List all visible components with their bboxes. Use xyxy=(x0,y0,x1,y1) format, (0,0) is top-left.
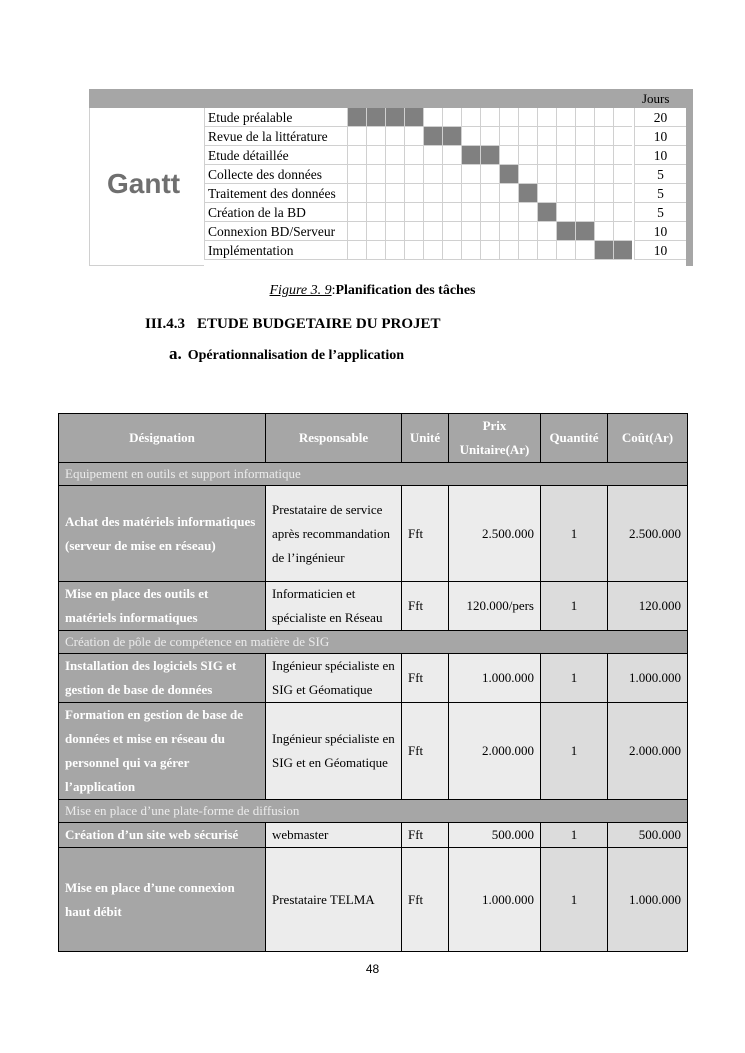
gantt-grid-cell xyxy=(613,108,632,127)
gantt-grid-cell xyxy=(556,241,575,260)
gantt-task-days: 10 xyxy=(634,241,686,260)
gantt-timeline xyxy=(347,203,634,222)
gantt-grid-cell xyxy=(366,184,385,203)
table-row xyxy=(59,823,688,848)
header-designation: Désignation xyxy=(59,414,266,463)
gantt-grid-cell xyxy=(461,222,480,241)
gantt-row xyxy=(204,127,686,146)
gantt-row xyxy=(204,146,686,165)
gantt-grid-cell xyxy=(518,241,537,260)
table-row xyxy=(59,703,688,800)
gantt-grid-cell xyxy=(461,127,480,146)
cell-designation: Achat des matériels informatiques (serveur de mise en réseau) xyxy=(59,486,266,582)
cell-prix: 120.000/pers xyxy=(449,582,541,631)
gantt-task-name: Création de la BD xyxy=(204,203,347,222)
gantt-grid-cell xyxy=(461,165,480,184)
gantt-grid-cell xyxy=(613,203,632,222)
gantt-grid-cell xyxy=(423,241,442,260)
gantt-grid-cell xyxy=(613,222,632,241)
cell-cout: 2.500.000 xyxy=(608,486,688,582)
gantt-timeline xyxy=(347,146,634,165)
gantt-bar-cell xyxy=(518,184,537,203)
cell-unite: Fft xyxy=(402,582,449,631)
gantt-grid-cell xyxy=(594,165,613,184)
gantt-grid-cell xyxy=(442,203,461,222)
gantt-grid-cell xyxy=(518,146,537,165)
table-section-row xyxy=(59,463,688,486)
budget-table xyxy=(58,413,688,952)
cell-quantite: 1 xyxy=(541,823,608,848)
gantt-task-days: 10 xyxy=(634,127,686,146)
gantt-grid-cell xyxy=(442,146,461,165)
gantt-grid-cell xyxy=(404,165,423,184)
gantt-grid-cell xyxy=(575,165,594,184)
gantt-grid-cell xyxy=(575,108,594,127)
gantt-grid-cell xyxy=(594,184,613,203)
gantt-grid-cell xyxy=(385,165,404,184)
gantt-header-bar xyxy=(89,89,693,108)
gantt-grid-cell xyxy=(480,108,499,127)
cell-responsable: Prestataire TELMA xyxy=(266,848,402,952)
gantt-task-days: 5 xyxy=(634,203,686,222)
gantt-bar-cell xyxy=(480,146,499,165)
gantt-grid-cell xyxy=(347,241,366,260)
header-prix xyxy=(449,414,541,463)
gantt-grid-cell xyxy=(537,241,556,260)
gantt-task-name: Etude détaillée xyxy=(204,146,347,165)
header-prix-line2: Unitaire(Ar) xyxy=(459,442,530,457)
gantt-grid-cell xyxy=(518,127,537,146)
cell-responsable: Prestataire de service après recommandation de l’ingénieur xyxy=(266,486,402,582)
gantt-grid-cell xyxy=(480,127,499,146)
table-row xyxy=(59,486,688,582)
page-number: 48 xyxy=(365,962,380,976)
subsection-heading xyxy=(169,344,404,364)
gantt-grid-cell xyxy=(499,241,518,260)
subsection-letter: a. xyxy=(169,344,182,363)
gantt-bar-cell xyxy=(613,241,632,260)
gantt-grid-cell xyxy=(347,184,366,203)
gantt-grid-cell xyxy=(423,146,442,165)
gantt-grid-cell xyxy=(442,165,461,184)
gantt-grid-cell xyxy=(366,127,385,146)
gantt-grid-cell xyxy=(461,184,480,203)
header-cout: Coût(Ar) xyxy=(608,414,688,463)
gantt-grid-cell xyxy=(594,146,613,165)
cell-prix: 2.000.000 xyxy=(449,703,541,800)
cell-prix: 1.000.000 xyxy=(449,848,541,952)
cell-unite: Fft xyxy=(402,654,449,703)
section-title-cell: Mise en place d’une plate-forme de diffusion xyxy=(59,800,688,823)
gantt-task-name: Revue de la littérature xyxy=(204,127,347,146)
gantt-bar-cell xyxy=(594,241,613,260)
gantt-grid-cell xyxy=(442,222,461,241)
gantt-grid-cell xyxy=(347,146,366,165)
gantt-grid-cell xyxy=(537,146,556,165)
gantt-chart xyxy=(89,89,693,266)
gantt-grid-cell xyxy=(537,127,556,146)
gantt-grid-cell xyxy=(442,241,461,260)
gantt-row xyxy=(204,241,686,260)
gantt-right-bar xyxy=(686,108,693,266)
header-prix-line1: Prix xyxy=(482,418,507,433)
gantt-grid-cell xyxy=(480,222,499,241)
gantt-grid-cell xyxy=(404,222,423,241)
gantt-bar-cell xyxy=(366,108,385,127)
cell-responsable: Ingénieur spécialiste en SIG et en Géomatique xyxy=(266,703,402,800)
gantt-grid-cell xyxy=(575,203,594,222)
section-number: III.4.3 xyxy=(145,316,186,332)
subsection-title: Opérationnalisation de l’application xyxy=(187,348,404,363)
gantt-bar-cell xyxy=(423,127,442,146)
gantt-task-days: 10 xyxy=(634,222,686,241)
gantt-task-name: Collecte des données xyxy=(204,165,347,184)
gantt-grid-cell xyxy=(423,165,442,184)
cell-designation: Création d’un site web sécurisé xyxy=(59,823,266,848)
header-unite: Unité xyxy=(402,414,449,463)
cell-quantite: 1 xyxy=(541,654,608,703)
figure-label: Figure 3. 9 xyxy=(269,283,332,298)
gantt-row xyxy=(204,222,686,241)
gantt-task-days: 10 xyxy=(634,146,686,165)
gantt-task-name: Connexion BD/Serveur xyxy=(204,222,347,241)
gantt-grid-cell xyxy=(423,203,442,222)
cell-cout: 2.000.000 xyxy=(608,703,688,800)
section-title: ETUDE BUDGETAIRE DU PROJET xyxy=(197,316,441,332)
gantt-grid-cell xyxy=(556,146,575,165)
gantt-grid-cell xyxy=(613,146,632,165)
gantt-row xyxy=(204,165,686,184)
gantt-grid-cell xyxy=(385,146,404,165)
gantt-grid-cell xyxy=(594,203,613,222)
gantt-grid-cell xyxy=(518,222,537,241)
cell-cout: 500.000 xyxy=(608,823,688,848)
table-row xyxy=(59,654,688,703)
gantt-grid-cell xyxy=(518,203,537,222)
gantt-grid-cell xyxy=(499,203,518,222)
gantt-grid-cell xyxy=(404,203,423,222)
cell-prix: 1.000.000 xyxy=(449,654,541,703)
gantt-grid-cell xyxy=(613,127,632,146)
table-section-row xyxy=(59,800,688,823)
gantt-row xyxy=(204,108,686,127)
gantt-bar-cell xyxy=(499,165,518,184)
cell-unite: Fft xyxy=(402,848,449,952)
gantt-logo: Gantt xyxy=(107,168,181,199)
gantt-grid-cell xyxy=(366,146,385,165)
gantt-grid-cell xyxy=(537,184,556,203)
gantt-grid-cell xyxy=(499,222,518,241)
gantt-grid-cell xyxy=(366,222,385,241)
gantt-grid-cell xyxy=(556,108,575,127)
gantt-bar-cell xyxy=(537,203,556,222)
gantt-bar-cell xyxy=(442,127,461,146)
gantt-timeline xyxy=(347,127,634,146)
gantt-grid-cell xyxy=(385,222,404,241)
figure-sep: : xyxy=(331,283,336,298)
gantt-grid-cell xyxy=(499,127,518,146)
gantt-grid-cell xyxy=(575,184,594,203)
gantt-task-days: 20 xyxy=(634,108,686,127)
gantt-grid-cell xyxy=(613,165,632,184)
cell-responsable: Informaticien et spécialiste en Réseau xyxy=(266,582,402,631)
gantt-bar-cell xyxy=(404,108,423,127)
gantt-grid-cell xyxy=(461,108,480,127)
cell-quantite: 1 xyxy=(541,582,608,631)
gantt-grid-cell xyxy=(404,146,423,165)
gantt-bar-cell xyxy=(556,222,575,241)
gantt-grid-cell xyxy=(366,165,385,184)
cell-responsable: Ingénieur spécialiste en SIG et Géomatique xyxy=(266,654,402,703)
gantt-grid-cell xyxy=(499,184,518,203)
cell-designation: Mise en place des outils et matériels informatiques xyxy=(59,582,266,631)
gantt-grid-cell xyxy=(404,241,423,260)
gantt-grid-cell xyxy=(480,184,499,203)
gantt-grid-cell xyxy=(499,146,518,165)
gantt-grid-cell xyxy=(404,184,423,203)
gantt-grid-cell xyxy=(556,184,575,203)
gantt-grid-cell xyxy=(423,108,442,127)
cell-unite: Fft xyxy=(402,486,449,582)
gantt-bar-cell xyxy=(575,222,594,241)
gantt-grid-cell xyxy=(594,222,613,241)
cell-quantite: 1 xyxy=(541,486,608,582)
header-responsable: Responsable xyxy=(266,414,402,463)
cell-unite: Fft xyxy=(402,703,449,800)
cell-responsable: webmaster xyxy=(266,823,402,848)
cell-cout: 120.000 xyxy=(608,582,688,631)
cell-prix: 500.000 xyxy=(449,823,541,848)
gantt-grid-cell xyxy=(347,222,366,241)
gantt-row xyxy=(204,203,686,222)
cell-prix: 2.500.000 xyxy=(449,486,541,582)
gantt-task-name: Implémentation xyxy=(204,241,347,260)
section-heading xyxy=(145,316,441,333)
gantt-row xyxy=(204,184,686,203)
gantt-bar-cell xyxy=(347,108,366,127)
cell-unite: Fft xyxy=(402,823,449,848)
gantt-grid-cell xyxy=(518,108,537,127)
table-row xyxy=(59,848,688,952)
gantt-task-name: Traitement des données xyxy=(204,184,347,203)
gantt-grid-cell xyxy=(594,108,613,127)
gantt-grid-cell xyxy=(594,127,613,146)
gantt-grid-cell xyxy=(461,203,480,222)
figure-text: Planification des tâches xyxy=(335,283,476,298)
gantt-task-name: Etude préalable xyxy=(204,108,347,127)
gantt-grid-cell xyxy=(442,184,461,203)
cell-quantite: 1 xyxy=(541,848,608,952)
gantt-grid-cell xyxy=(480,241,499,260)
gantt-grid-cell xyxy=(347,203,366,222)
gantt-grid-cell xyxy=(366,241,385,260)
gantt-grid-cell xyxy=(537,165,556,184)
gantt-grid-cell xyxy=(385,241,404,260)
gantt-bar-cell xyxy=(385,108,404,127)
gantt-timeline xyxy=(347,184,634,203)
gantt-timeline xyxy=(347,108,634,127)
section-title-cell: Création de pôle de compétence en matière de SIG xyxy=(59,631,688,654)
table-section-row xyxy=(59,631,688,654)
gantt-timeline xyxy=(347,165,634,184)
gantt-grid-cell xyxy=(575,146,594,165)
section-title-cell: Equipement en outils et support informatique xyxy=(59,463,688,486)
gantt-grid-cell xyxy=(423,184,442,203)
gantt-task-days: 5 xyxy=(634,165,686,184)
cell-designation: Installation des logiciels SIG et gestion de base de données xyxy=(59,654,266,703)
gantt-grid-cell xyxy=(518,165,537,184)
gantt-grid-cell xyxy=(442,108,461,127)
gantt-grid-cell xyxy=(347,165,366,184)
cell-cout: 1.000.000 xyxy=(608,654,688,703)
gantt-bar-cell xyxy=(461,146,480,165)
gantt-grid-cell xyxy=(556,127,575,146)
gantt-grid-cell xyxy=(347,127,366,146)
cell-designation: Mise en place d’une connexion haut débit xyxy=(59,848,266,952)
gantt-grid-cell xyxy=(537,108,556,127)
gantt-grid-cell xyxy=(366,203,385,222)
figure-caption xyxy=(0,283,745,299)
gantt-grid-cell xyxy=(556,203,575,222)
table-row xyxy=(59,582,688,631)
gantt-logo-cell xyxy=(89,108,204,266)
gantt-grid-cell xyxy=(385,127,404,146)
cell-designation: Formation en gestion de base de données et mise en réseau du personnel qui va gérer l’application xyxy=(59,703,266,800)
gantt-grid-cell xyxy=(385,203,404,222)
gantt-grid-cell xyxy=(385,184,404,203)
gantt-grid-cell xyxy=(537,222,556,241)
gantt-grid-cell xyxy=(556,165,575,184)
gantt-timeline xyxy=(347,222,634,241)
cell-cout: 1.000.000 xyxy=(608,848,688,952)
gantt-grid-cell xyxy=(480,165,499,184)
gantt-grid-cell xyxy=(575,127,594,146)
table-header-row xyxy=(59,414,688,463)
gantt-grid-cell xyxy=(404,127,423,146)
cell-quantite: 1 xyxy=(541,703,608,800)
gantt-task-days: 5 xyxy=(634,184,686,203)
gantt-grid-cell xyxy=(613,184,632,203)
gantt-grid-cell xyxy=(499,108,518,127)
gantt-grid-cell xyxy=(461,241,480,260)
days-header: Jours xyxy=(642,91,670,106)
gantt-grid-cell xyxy=(423,222,442,241)
gantt-timeline xyxy=(347,241,634,260)
gantt-grid-cell xyxy=(480,203,499,222)
gantt-grid-cell xyxy=(575,241,594,260)
header-quantite: Quantité xyxy=(541,414,608,463)
